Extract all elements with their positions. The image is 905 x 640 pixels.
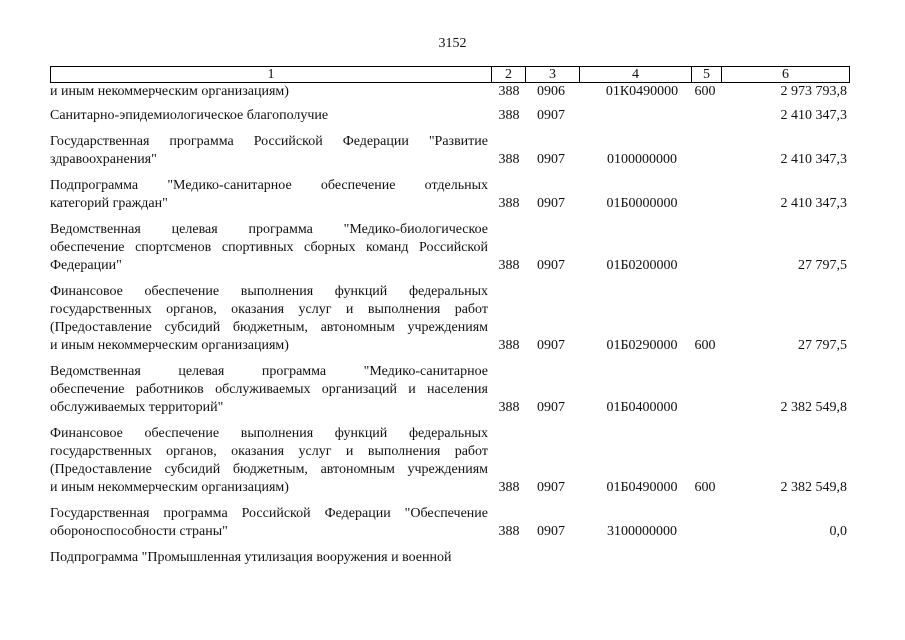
row-description-line: обеспечение спортсменов спортивных сборных команд Российской: [50, 240, 488, 255]
row-col-2: 388: [498, 196, 520, 211]
row-description-line: Государственная программа Российской Федерации "Обеспечение: [50, 506, 488, 521]
row-col-4: 3100000000: [607, 524, 677, 539]
row-col-5: 600: [694, 480, 716, 495]
row-col-5: 600: [694, 84, 716, 99]
table-row: [50, 283, 850, 355]
header-col-6: 6: [721, 67, 849, 82]
row-col-2: 388: [498, 338, 520, 353]
row-col-3: 0906: [537, 84, 565, 99]
row-col-4: 01К0490000: [605, 84, 679, 99]
row-col-3: 0907: [537, 152, 565, 167]
row-description-line: Ведомственная целевая программа "Медико-санитарное: [50, 364, 488, 379]
row-col-6: 2 382 549,8: [780, 480, 847, 495]
row-description-line: Финансовое обеспечение выполнения функций федеральных: [50, 426, 488, 441]
table-row: [50, 363, 850, 417]
row-description-line: (Предоставление субсидий бюджетным, автономным учреждениям: [50, 320, 488, 335]
row-col-4: 01Б0200000: [606, 258, 678, 273]
table-row: [50, 83, 850, 101]
row-col-2: 388: [498, 108, 520, 123]
row-col-6: 2 382 549,8: [780, 400, 847, 415]
row-col-2: 388: [498, 152, 520, 167]
row-col-3: 0907: [537, 196, 565, 211]
row-col-4: 01Б0400000: [606, 400, 678, 415]
row-col-6: 2 410 347,3: [780, 196, 847, 211]
header-col-3: 3: [525, 67, 579, 82]
row-description-line: и иным некоммерческим организациям): [50, 84, 289, 99]
row-description-line: Федерации": [50, 258, 122, 273]
row-description-line: категорий граждан": [50, 196, 168, 211]
row-col-3: 0907: [537, 480, 565, 495]
row-description-line: Финансовое обеспечение выполнения функций федеральных: [50, 284, 488, 299]
row-description-line: Государственная программа Российской Федерации "Развитие: [50, 134, 488, 149]
row-col-3: 0907: [537, 524, 565, 539]
row-col-5: 600: [694, 338, 716, 353]
table-row: [50, 549, 850, 567]
row-col-4: 01Б0000000: [606, 196, 678, 211]
row-col-6: 27 797,5: [798, 258, 847, 273]
table-row: [50, 133, 850, 169]
row-col-4: 0100000000: [607, 152, 677, 167]
row-col-3: 0907: [537, 400, 565, 415]
row-col-3: 0907: [537, 258, 565, 273]
row-col-6: 2 410 347,3: [780, 108, 847, 123]
row-col-2: 388: [498, 84, 520, 99]
page-number: 3152: [438, 36, 467, 51]
row-col-3: 0907: [537, 338, 565, 353]
row-description-line: обеспечение работников обслуживаемых организаций и населения: [50, 382, 488, 397]
row-col-2: 388: [498, 524, 520, 539]
row-description-line: обслуживаемых территорий": [50, 400, 224, 415]
row-col-4: 01Б0290000: [606, 338, 678, 353]
row-col-6: 0,0: [829, 524, 847, 539]
header-col-4: 4: [579, 67, 691, 82]
row-description-line: государственных органов, оказания услуг и выполнения работ: [50, 302, 488, 317]
table-row: [50, 505, 850, 541]
row-col-3: 0907: [537, 108, 565, 123]
row-description-line: Подпрограмма "Медико-санитарное обеспечение отдельных: [50, 178, 488, 193]
row-description-line: обороноспособности страны": [50, 524, 228, 539]
row-description-line: Санитарно-эпидемиологическое благополучие: [50, 108, 329, 123]
row-description-line: (Предоставление субсидий бюджетным, автономным учреждениям: [50, 462, 488, 477]
table-row: [50, 107, 850, 125]
row-description-line: здравоохранения": [50, 152, 157, 167]
row-col-6: 2 410 347,3: [780, 152, 847, 167]
row-col-2: 388: [498, 480, 520, 495]
table-row: [50, 221, 850, 275]
header-col-2: 2: [491, 67, 525, 82]
row-description-line: и иным некоммерческим организациям): [50, 480, 289, 495]
row-col-4: 01Б0490000: [606, 480, 678, 495]
row-description-line: и иным некоммерческим организациям): [50, 338, 289, 353]
table-row: [50, 425, 850, 497]
header-col-5: 5: [691, 67, 721, 82]
table-header: [50, 66, 850, 83]
row-col-6: 27 797,5: [798, 338, 847, 353]
row-col-2: 388: [498, 258, 520, 273]
row-col-6: 2 973 793,8: [780, 84, 847, 99]
row-description-line: Ведомственная целевая программа "Медико-биологическое: [50, 222, 488, 237]
row-col-2: 388: [498, 400, 520, 415]
row-description-line: государственных органов, оказания услуг и выполнения работ: [50, 444, 488, 459]
table-body: [50, 83, 850, 575]
table-row: [50, 177, 850, 213]
header-col-1: 1: [267, 67, 275, 82]
row-description-line: Подпрограмма "Промышленная утилизация вооружения и военной: [50, 550, 452, 565]
